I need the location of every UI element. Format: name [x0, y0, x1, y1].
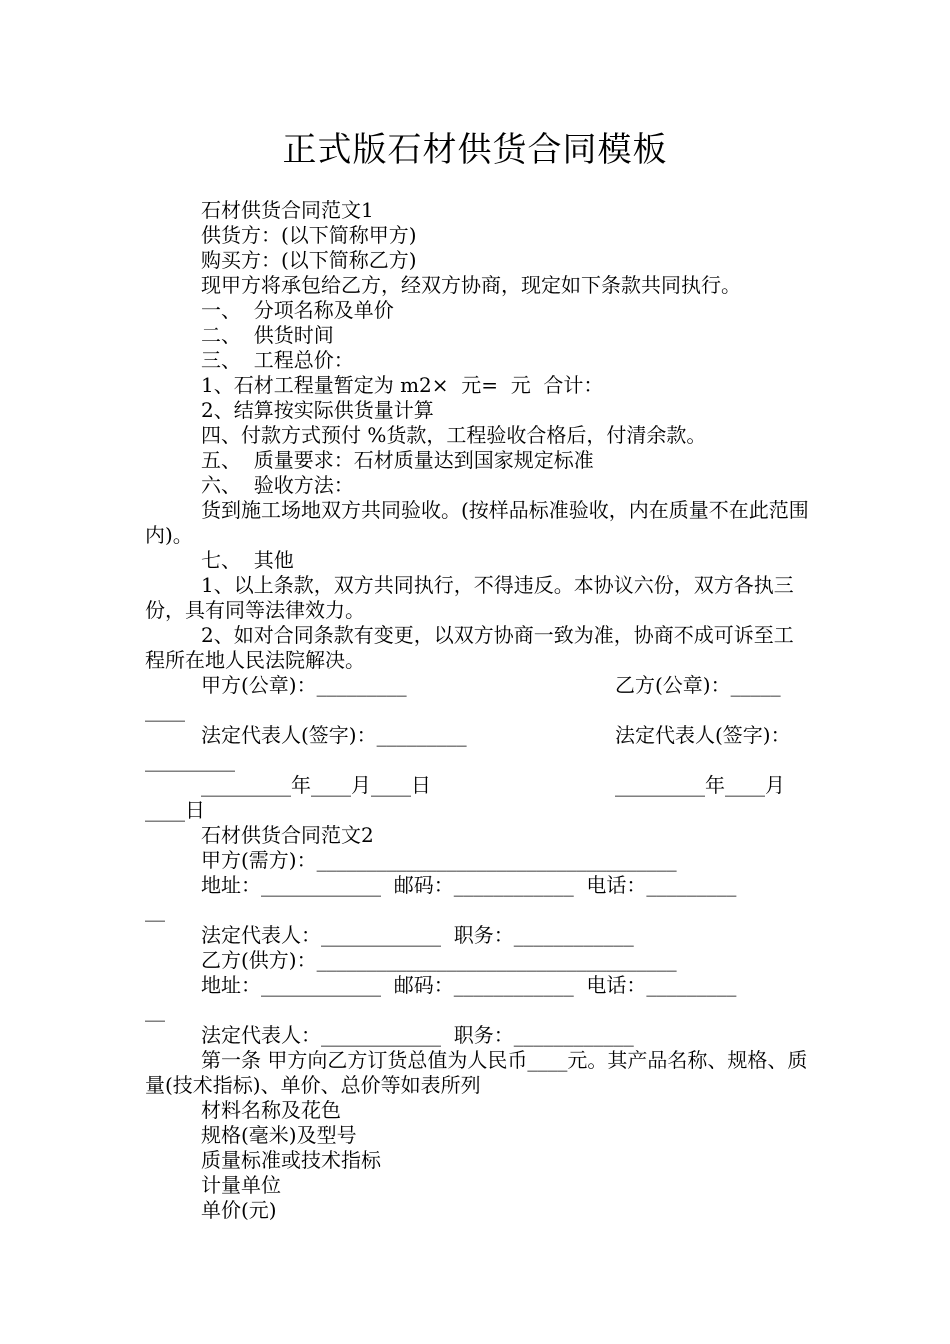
- document-title: 正式版石材供货合同模板: [282, 130, 668, 170]
- buyer-line: 购买方：(以下简称乙方): [201, 248, 417, 272]
- party-a-address-cont: __: [145, 898, 165, 922]
- table-col-quality: 质量标准或技术指标: [201, 1148, 381, 1172]
- supplier-line: 供货方：(以下简称甲方): [201, 223, 417, 247]
- party-b-date-cont: ____日: [145, 798, 205, 822]
- clause-7: 七、 其他: [201, 548, 294, 572]
- party-a-rep: 法定代表人：____________ 职务：____________: [201, 923, 634, 947]
- date-row: [145, 773, 813, 798]
- party-a-representative: 法定代表人(签字)：_________: [201, 723, 467, 747]
- party-b-seal: 乙方(公章)：_____: [615, 673, 781, 697]
- clause-5: 五、 质量要求：石材质量达到国家规定标准: [201, 448, 594, 472]
- intro-line: 现甲方将承包给乙方，经双方协商，现定如下条款共同执行。: [201, 273, 741, 297]
- party-b-address-cont: __: [145, 998, 165, 1022]
- party-a-seal: 甲方(公章)：_________: [201, 673, 407, 697]
- clause-3: 三、 工程总价：: [201, 348, 354, 372]
- section1-heading: 石材供货合同范文1: [201, 198, 374, 222]
- article-1: 第一条 甲方向乙方订货总值为人民币____元。其产品名称、规格、质量(技术指标)、单价、总价等如表所列: [145, 1048, 808, 1097]
- party-b-address: 地址：____________ 邮码：____________ 电话：_________: [201, 973, 737, 997]
- party-b-representative: 法定代表人(签字)：: [615, 723, 791, 747]
- party-b-seal-cont: ____: [145, 698, 185, 722]
- clause-3-sub-1: 1、石材工程量暂定为 m2× 元= 元 合计：: [201, 373, 604, 397]
- acceptance-paragraph: 货到施工场地双方共同验收。(按样品标准验收，内在质量不在此范围内)。: [145, 498, 809, 547]
- party-a-line: 甲方(需方)：____________________________________: [201, 848, 677, 872]
- clause-3-sub-2: 2、结算按实际供货量计算: [201, 398, 434, 422]
- clause-4: 四、付款方式预付 %货款，工程验收合格后，付清余款。: [201, 423, 707, 447]
- party-a-date: _________年____月____日: [201, 773, 431, 797]
- party-a-address: 地址：____________ 邮码：____________ 电话：_________: [201, 873, 737, 897]
- table-col-unit: 计量单位: [201, 1173, 281, 1197]
- other-paragraph-2: 2、如对合同条款有变更，以双方协商一致为准，协商不成可诉至工程所在地人民法院解决。: [145, 623, 794, 672]
- party-b-rep: 法定代表人：____________ 职务：____________: [201, 1023, 634, 1047]
- table-col-spec: 规格(毫米)及型号: [201, 1123, 357, 1147]
- clause-2: 二、 供货时间: [201, 323, 334, 347]
- representative-row: [145, 723, 813, 748]
- other-paragraph-1: 1、以上条款，双方共同执行，不得违反。本协议六份，双方各执三份，具有同等法律效力。: [145, 573, 794, 622]
- seal-row: [145, 673, 813, 698]
- clause-6: 六、 验收方法：: [201, 473, 354, 497]
- party-b-date: _________年____月: [615, 773, 785, 797]
- table-col-price: 单价(元): [201, 1198, 277, 1222]
- section2-heading: 石材供货合同范文2: [201, 823, 374, 847]
- table-col-material: 材料名称及花色: [201, 1098, 341, 1122]
- clause-1: 一、 分项名称及单价: [201, 298, 394, 322]
- party-b-representative-cont: _________: [145, 748, 235, 772]
- document-body: [145, 198, 813, 1223]
- party-b-line: 乙方(供方)：____________________________________: [201, 948, 677, 972]
